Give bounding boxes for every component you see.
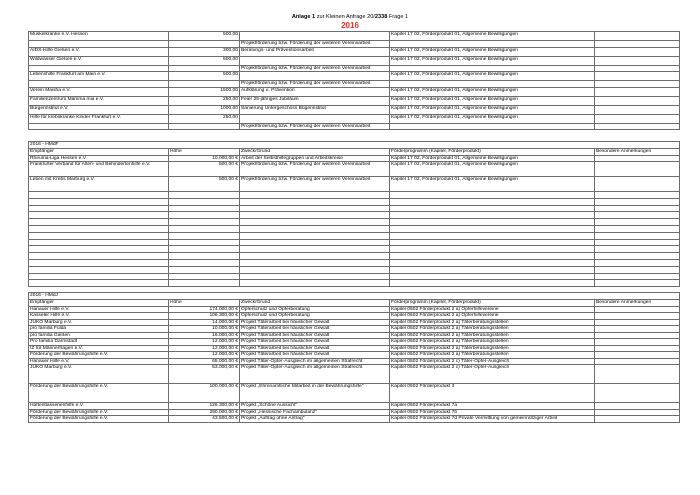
purpose-cell: Feier 25-jähriges Jubiläum	[240, 96, 390, 105]
recipient-cell	[29, 123, 169, 130]
empty-row	[29, 219, 680, 226]
recipient-cell: Lebenshilfe Frankfurt am Main e.V.	[29, 72, 169, 81]
amount-cell	[169, 123, 240, 130]
remarks-cell	[595, 47, 680, 56]
empty-cell	[240, 232, 390, 239]
remarks-cell	[595, 56, 680, 65]
program-cell: Kapitel 0502 Förderprodukt 2 a) Täterberatungsstellen	[390, 326, 595, 333]
remarks-cell	[595, 162, 680, 177]
remarks-cell	[595, 72, 680, 81]
purpose-cell: Projekt Täter-Opfer-Ausgleich im allgemeinen Strafrecht	[240, 358, 390, 365]
purpose-cell: Projekt „Ehrenamtliche Mitarbeit in der Bewährungshilfe"	[240, 384, 390, 403]
table-row	[29, 32, 680, 41]
section-title: 2016 - HMdF	[29, 142, 680, 149]
empty-cell	[390, 225, 595, 232]
empty-row	[29, 259, 680, 266]
empty-row	[29, 232, 680, 239]
program-cell: Kapitel 0502 Förderprodukt 2 a) Täterberatungsstellen	[390, 319, 595, 326]
empty-cell	[595, 198, 680, 205]
amount-cell: 12.000,00 €	[169, 339, 240, 346]
program-cell	[390, 123, 595, 130]
empty-cell	[390, 219, 595, 226]
empty-cell	[240, 273, 390, 280]
column-header-remarks: Besondere Anmerkungen	[595, 300, 680, 307]
amount-cell: 500,00	[169, 32, 240, 41]
amount-cell: 1500,00	[169, 87, 240, 96]
purpose-cell: Arbeit der Selbsthilfegruppen und Arbeitskreise	[240, 155, 390, 162]
recipient-cell: Muskelkranke e.V. Hessen	[29, 32, 169, 41]
empty-cell	[595, 212, 680, 219]
empty-cell	[595, 232, 680, 239]
amount-cell: 174.000,00 €	[169, 306, 240, 313]
amount-cell: 10.000,00 €	[169, 326, 240, 333]
purpose-cell: Projekt Täterarbeit bei häuslicher Gewalt	[240, 319, 390, 326]
empty-cell	[390, 212, 595, 219]
empty-cell	[390, 239, 595, 246]
table-row	[29, 96, 680, 105]
empty-cell	[29, 273, 169, 280]
grants-table-hmdj	[28, 292, 680, 423]
empty-cell	[169, 253, 240, 260]
empty-cell	[29, 219, 169, 226]
program-cell: Kapitel 0502 Förderprodukt 2 a) Täterberatungsstellen	[390, 345, 595, 352]
recipient-cell: Hanauer Hilfe e.V.	[29, 306, 169, 313]
recipient-cell: Leben mit Krebs Marburg e.V.	[29, 177, 169, 192]
program-cell: Kapitel 0502 Förderprodukt 2 a) Täterberatungsstellen	[390, 332, 595, 339]
empty-cell	[169, 280, 240, 287]
recipient-cell: Pro familia Darmstadt	[29, 339, 169, 346]
header-prefix: Anlage 1	[291, 14, 316, 20]
section-title-row	[29, 142, 680, 149]
purpose-cell: Projekt „Auftrag ohne Antrag"	[240, 416, 390, 423]
empty-cell	[240, 246, 390, 253]
empty-cell	[595, 259, 680, 266]
empty-cell	[240, 259, 390, 266]
empty-cell	[29, 259, 169, 266]
empty-cell	[240, 205, 390, 212]
purpose-cell	[240, 56, 390, 65]
program-cell: Kapitel 17 02, Förderprodukt 01, Allgemeine Bewilligungen	[390, 32, 595, 41]
purpose-cell: Projekt Täterarbeit bei häuslicher Gewalt	[240, 345, 390, 352]
empty-cell	[390, 198, 595, 205]
column-header-recipient: Empfänger	[29, 149, 169, 156]
purpose-cell: Projektförderung bzw. Förderung der weiteren Vereinsarbeit	[240, 123, 390, 130]
empty-cell	[29, 239, 169, 246]
empty-row	[29, 280, 680, 287]
empty-cell	[595, 246, 680, 253]
column-header-recipient: Empfänger	[29, 300, 169, 307]
empty-row	[29, 253, 680, 260]
purpose-cell: Beratungs- und Präventionsarbeit	[240, 47, 390, 56]
amount-cell: 250,00	[169, 114, 240, 123]
purpose-cell: Projekt „Hessische Fachambulanz"	[240, 409, 390, 416]
purpose-cell: Projekt Täter-Opfer-Ausgleich im allgemeinen Strafrecht	[240, 365, 390, 384]
remarks-cell	[595, 123, 680, 130]
empty-cell	[240, 280, 390, 287]
recipient-cell: Wildwasser Gießen e.V.	[29, 56, 169, 65]
recipient-cell: JUKO Marburg e.V.	[29, 319, 169, 326]
program-cell: Kapitel 17 02, Förderprodukt 01, Allgemeine Bewilligungen	[390, 177, 595, 192]
purpose-cell: Opferschutz und Opferberatung	[240, 313, 390, 320]
empty-cell	[29, 280, 169, 287]
empty-cell	[390, 232, 595, 239]
empty-cell	[169, 198, 240, 205]
recipient-cell: Verein Maisha e.V.	[29, 87, 169, 96]
empty-cell	[240, 198, 390, 205]
empty-cell	[240, 219, 390, 226]
purpose-cell: Projekt „Schöne Aussicht"	[240, 403, 390, 410]
amount-cell: 16.000,00 €	[169, 332, 240, 339]
empty-row	[29, 225, 680, 232]
amount-cell: 100.000,00 €	[169, 384, 240, 403]
header-suffix: Frage 1	[387, 14, 409, 20]
purpose-cell: Projektförderung bzw. Förderung der weiteren Vereinsarbeit	[240, 81, 390, 88]
empty-cell	[169, 266, 240, 273]
amount-cell: 500,00 €	[169, 177, 240, 192]
amount-cell: 43.500,00 €	[169, 416, 240, 423]
recipient-cell: Haftentlassenenhilfe e.V.	[29, 403, 169, 410]
recipient-cell: IZ für Männerfragen e.V.	[29, 345, 169, 352]
program-cell: Kapitel 0502 Förderprodukt 7a	[390, 403, 595, 410]
empty-cell	[595, 280, 680, 287]
program-cell: Kapitel 17 02, Förderprodukt 01, Allgemeine Bewilligungen	[390, 155, 595, 162]
empty-cell	[29, 266, 169, 273]
table-row-continuation	[29, 123, 680, 130]
column-header-purpose: Zweck/Grund	[240, 149, 390, 156]
empty-cell	[169, 273, 240, 280]
remarks-cell	[595, 105, 680, 114]
program-cell: Kapitel 0502 Förderprodukt 2 a) Täterberatungsstellen	[390, 339, 595, 346]
empty-cell	[169, 259, 240, 266]
empty-cell	[595, 225, 680, 232]
amount-cell: 65.000,00 €	[169, 358, 240, 365]
table-row	[29, 384, 680, 403]
table-row	[29, 87, 680, 96]
empty-row	[29, 266, 680, 273]
recipient-cell: Hilfe für krebskranke Kinder Frankfurt e.V.	[29, 114, 169, 123]
purpose-cell: Projektförderung bzw. Förderung der weiteren Vereinsarbeit	[240, 65, 390, 72]
table-row	[29, 162, 680, 177]
program-cell: Kapitel 17 02, Förderprodukt 01, Allgemeine Bewilligungen	[390, 162, 595, 177]
program-cell: Kapitel 17 02, Förderprodukt 01, Allgemeine Bewilligungen	[390, 87, 595, 96]
empty-cell	[169, 205, 240, 212]
program-cell: Kapitel 0502 Förderprodukt 2 a) Opferhilfevereine	[390, 306, 595, 313]
remarks-cell	[595, 114, 680, 123]
empty-cell	[169, 219, 240, 226]
empty-cell	[595, 253, 680, 260]
section-title: 2016 - HMdJ	[29, 293, 680, 300]
recipient-cell: Frankfurter Verband für Alten- und Behindertenhilfe e.V.	[29, 162, 169, 177]
empty-row	[29, 239, 680, 246]
table-row	[29, 105, 680, 114]
purpose-cell: Opferschutz und Opferberatung	[240, 306, 390, 313]
amount-cell: 500,00	[169, 72, 240, 81]
recipient-cell: Förderung der Bewährungshilfe e.V.	[29, 384, 169, 403]
empty-cell	[390, 246, 595, 253]
amount-cell: 10.000,00 €	[169, 155, 240, 162]
empty-cell	[29, 225, 169, 232]
amount-cell: 126.300,00 €	[169, 403, 240, 410]
program-cell: Kapitel 0502 Förderprodukt 3	[390, 384, 595, 403]
empty-cell	[595, 273, 680, 280]
grants-table-1	[28, 31, 680, 130]
program-cell: Kapitel 0502 Förderprodukt 7b	[390, 409, 595, 416]
empty-cell	[169, 232, 240, 239]
table-row	[29, 114, 680, 123]
recipient-cell: Kasseler Hilfe e.V.	[29, 313, 169, 320]
recipient-cell: JUKO Marburg e.V.	[29, 365, 169, 384]
purpose-cell	[240, 114, 390, 123]
remarks-cell	[595, 365, 680, 384]
recipient-cell: pro familia Gießen	[29, 332, 169, 339]
empty-row	[29, 212, 680, 219]
table-row	[29, 47, 680, 56]
empty-cell	[595, 239, 680, 246]
grants-table-hmdf	[28, 141, 680, 287]
recipient-cell: Förderung der Bewährungshilfe e.V.	[29, 416, 169, 423]
remarks-cell	[595, 177, 680, 192]
purpose-cell: Projektförderung bzw. Förderung der weiteren Vereinsarbeit	[240, 41, 390, 48]
empty-cell	[29, 246, 169, 253]
purpose-cell: Projekt Täterarbeit bei häuslicher Gewalt	[240, 332, 390, 339]
empty-cell	[390, 280, 595, 287]
program-cell: Kapitel 0502 Förderprodukt 2 c) Täter-Opfer-Ausgleich	[390, 358, 595, 365]
column-header-program: Förderprogramm (Kapitel, Förderprodukt)	[390, 300, 595, 307]
amount-cell: 500,00	[169, 56, 240, 65]
empty-cell	[29, 232, 169, 239]
purpose-cell	[240, 32, 390, 41]
purpose-cell: Projekt Täterarbeit bei häuslicher Gewalt	[240, 326, 390, 333]
purpose-cell: Projekt Täterarbeit bei häuslicher Gewalt	[240, 352, 390, 359]
empty-cell	[169, 225, 240, 232]
empty-cell	[390, 205, 595, 212]
program-cell: Kapitel 17 02, Förderprodukt 01, Allgemeine Bewilligungen	[390, 72, 595, 81]
amount-cell: 300,00	[169, 47, 240, 56]
program-cell: Kapitel 0502 Förderprodukt 2 a) Opferhilfevereine	[390, 313, 595, 320]
amount-cell: 250,00	[169, 96, 240, 105]
empty-cell	[390, 253, 595, 260]
empty-cell	[390, 259, 595, 266]
header-number: 2338	[374, 14, 388, 20]
recipient-cell: Familienzentrum Mamma mia e.V.	[29, 96, 169, 105]
purpose-cell: Projektförderung bzw. Förderung der weiteren Vereinsarbeit	[240, 177, 390, 192]
purpose-cell: Aufklärung u. Prävention	[240, 87, 390, 96]
empty-cell	[169, 212, 240, 219]
empty-cell	[240, 239, 390, 246]
remarks-cell	[595, 32, 680, 41]
empty-cell	[169, 192, 240, 199]
amount-cell: 1000,00	[169, 105, 240, 114]
document-year: 2016	[341, 21, 359, 30]
empty-cell	[29, 205, 169, 212]
column-header-purpose: Zweck/Grund	[240, 300, 390, 307]
recipient-cell: AIDS-Hilfe Gießen e.V.	[29, 47, 169, 56]
recipient-cell: Rheuma-Liga Hessen e.V.	[29, 155, 169, 162]
empty-cell	[240, 266, 390, 273]
empty-cell	[240, 192, 390, 199]
recipient-cell: pro familia Fulda	[29, 326, 169, 333]
amount-cell: 12.000,00 €	[169, 352, 240, 359]
amount-cell: 500,00 €	[169, 162, 240, 177]
column-header-remarks: Besondere Anmerkungen	[595, 149, 680, 156]
empty-cell	[240, 253, 390, 260]
remarks-cell	[595, 416, 680, 423]
purpose-cell: Projektförderung bzw. Förderung der weiteren Vereinsarbeit	[240, 162, 390, 177]
empty-cell	[240, 225, 390, 232]
document-header	[0, 14, 700, 21]
empty-cell	[29, 253, 169, 260]
purpose-cell	[240, 72, 390, 81]
recipient-cell: Bürgerinstitut e.V.	[29, 105, 169, 114]
empty-cell	[390, 192, 595, 199]
empty-row	[29, 273, 680, 280]
remarks-cell	[595, 96, 680, 105]
program-cell: Kapitel 17 02, Förderprodukt 01, Allgemeine Bewilligungen	[390, 56, 595, 65]
recipient-cell: Förderung der Bewährungshilfe e.V.	[29, 352, 169, 359]
table-row	[29, 177, 680, 192]
remarks-cell	[595, 384, 680, 403]
empty-cell	[390, 266, 595, 273]
program-cell: Kapitel 0502 Förderprodukt 2 c) Täter-Opfer-Ausgleich	[390, 365, 595, 384]
table-row	[29, 72, 680, 81]
empty-cell	[595, 219, 680, 226]
program-cell: Kapitel 0502 Förderprodukt 7d Private Vermittlung von gemeinnütziger Arbeit	[390, 416, 595, 423]
amount-cell: 53.000,00 €	[169, 365, 240, 384]
purpose-cell: Sanierung Untergeschoss Bügerinstitut	[240, 105, 390, 114]
program-cell: Kapitel 17 02, Förderprodukt 01, Allgemeine Bewilligungen	[390, 114, 595, 123]
purpose-cell: Projekt Täterarbeit bei häuslicher Gewalt	[240, 339, 390, 346]
amount-cell: 290.000,00 €	[169, 409, 240, 416]
amount-cell: 106.300,00 €	[169, 313, 240, 320]
column-header-program: Förderprogramm (Kapitel, Förderprodukt)	[390, 149, 595, 156]
empty-row	[29, 198, 680, 205]
empty-cell	[595, 266, 680, 273]
table-row	[29, 365, 680, 384]
empty-row	[29, 205, 680, 212]
empty-cell	[169, 239, 240, 246]
remarks-cell	[595, 87, 680, 96]
empty-row	[29, 246, 680, 253]
program-cell: Kapitel 17 02, Förderprodukt 01, Allgemeine Bewilligungen	[390, 96, 595, 105]
empty-cell	[595, 205, 680, 212]
amount-cell: 14.000,00 €	[169, 319, 240, 326]
amount-cell: 12.000,00 €	[169, 345, 240, 352]
table-row	[29, 56, 680, 65]
empty-cell	[595, 192, 680, 199]
program-cell: Kapitel 17 02, Förderprodukt 01, Allgemeine Bewilligungen	[390, 105, 595, 114]
empty-cell	[390, 273, 595, 280]
empty-cell	[29, 198, 169, 205]
table-row	[29, 416, 680, 423]
column-header-amount: Höhe	[169, 300, 240, 307]
recipient-cell: Hanauer Hilfe e.V.	[29, 358, 169, 365]
column-header-amount: Höhe	[169, 149, 240, 156]
program-cell: Kapitel 17 02, Förderprodukt 01, Allgemeine Bewilligungen	[390, 47, 595, 56]
header-middle: zur Kleinen Anfrage 20/	[315, 14, 375, 20]
empty-cell	[240, 212, 390, 219]
empty-cell	[169, 246, 240, 253]
program-cell: Kapitel 0502 Förderprodukt 2 a) Täterberatungsstellen	[390, 352, 595, 359]
empty-cell	[29, 192, 169, 199]
recipient-cell: Förderung der Bewährungshilfe e.V.	[29, 409, 169, 416]
empty-cell	[29, 212, 169, 219]
section-title-row	[29, 293, 680, 300]
empty-row	[29, 192, 680, 199]
